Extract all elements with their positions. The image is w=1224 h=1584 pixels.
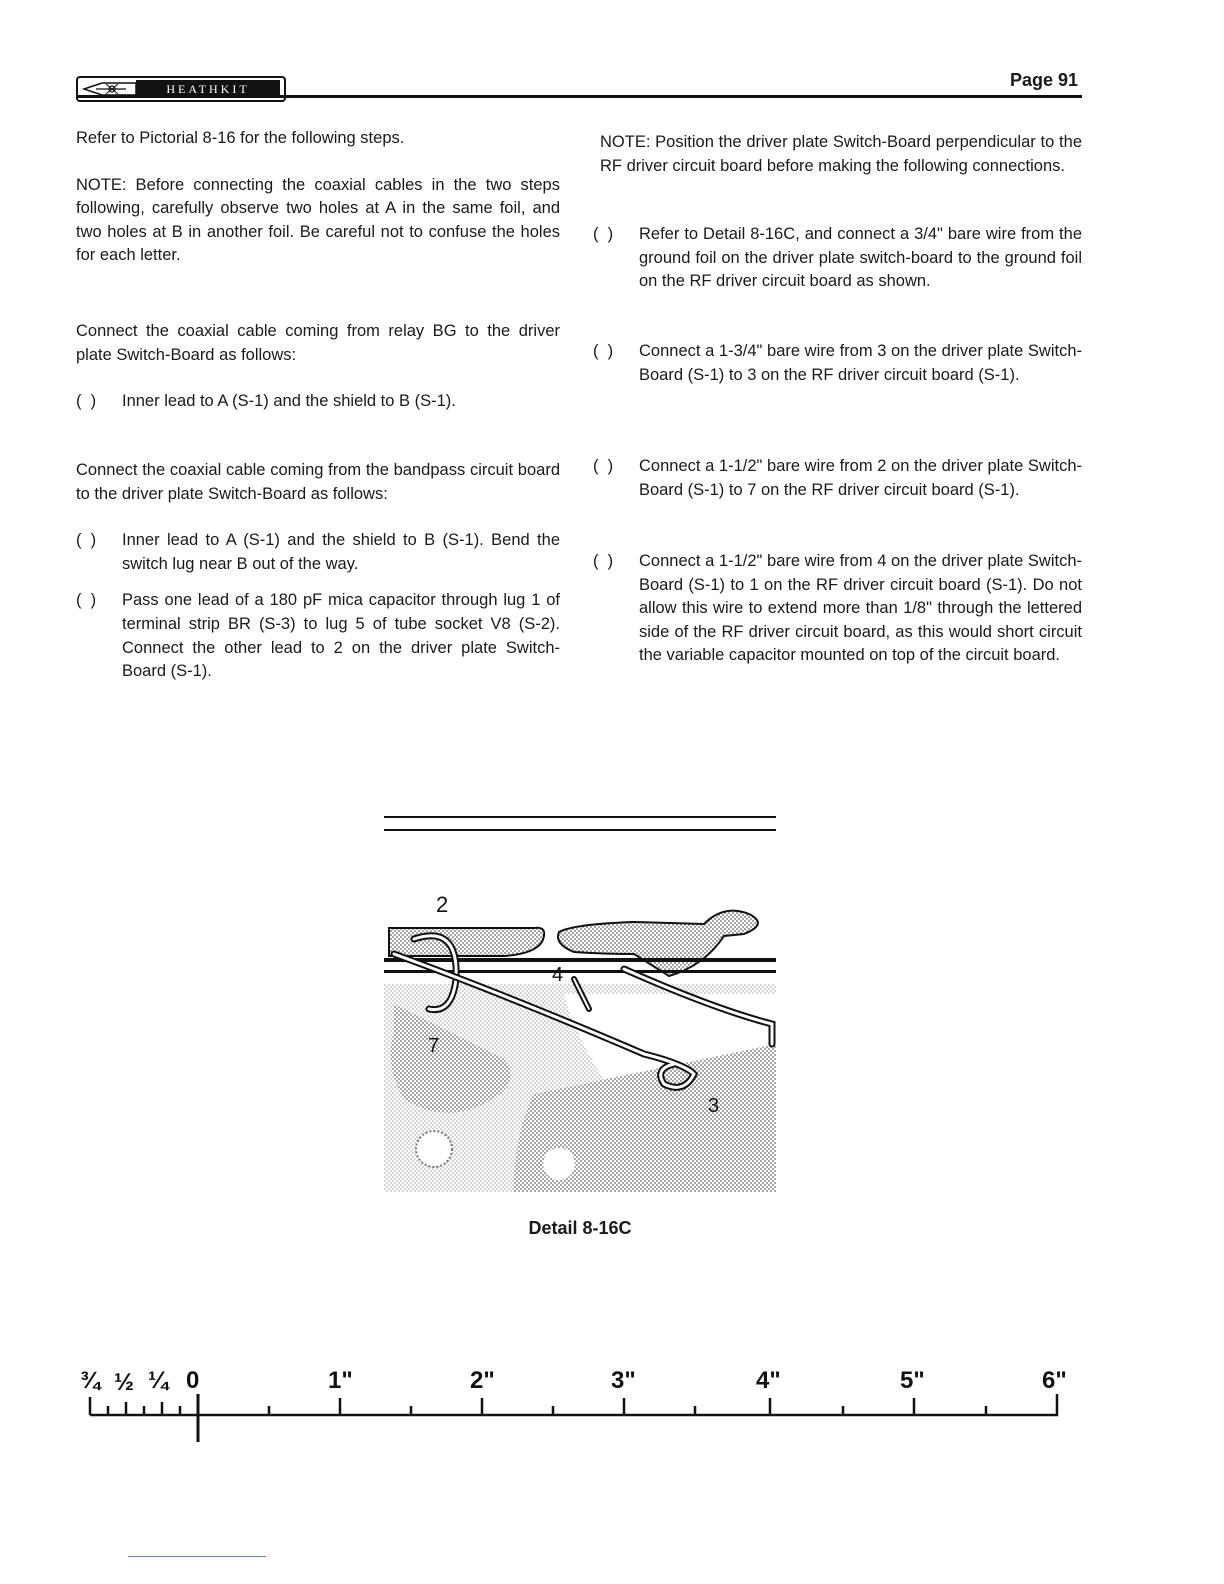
ruler-label-0: 0 xyxy=(186,1367,200,1394)
step-checkbox[interactable]: ( ) xyxy=(593,342,614,360)
ruler-label-half: ½ xyxy=(114,1369,135,1396)
step-item[interactable] xyxy=(593,340,1082,387)
label-3: 3 xyxy=(708,1095,720,1117)
right-step-1 xyxy=(593,223,1082,294)
step-text: Connect a 1-1/2" bare wire from 4 on the driver plate Switch-Board (S-1) to 1 on the RF driver circuit board (S-1). Do not allow this wire to extend more than 1/8" through the lettered side of the RF driver circuit board, as this would short circuit the variable capacitor mounted on top of the circuit board. xyxy=(639,552,1082,665)
step-text: Inner lead to A (S-1) and the shield to B (S-1). xyxy=(122,392,456,411)
ruler-label-3: 3" xyxy=(611,1367,636,1394)
label-4: 4 xyxy=(552,964,564,986)
heathkit-logo xyxy=(76,76,286,102)
detail-caption: Detail 8-16C xyxy=(528,1218,632,1238)
label-7: 7 xyxy=(428,1035,440,1057)
group1 xyxy=(76,320,560,414)
ruler-label-quarter: ¼ xyxy=(148,1367,169,1394)
group2 xyxy=(76,459,560,684)
ruler-label-three-quarter: ¾ xyxy=(80,1367,101,1394)
right-step-3 xyxy=(593,455,1082,502)
mounting-hole xyxy=(543,1148,575,1180)
step-item[interactable] xyxy=(76,529,560,576)
step-text: Inner lead to A (S-1) and the shield to B (S-1). Bend the switch lug near B out of the way. xyxy=(122,531,560,573)
step-text: Refer to Detail 8-16C, and connect a 3/4" bare wire from the ground foil on the driver plate switch-board to the ground foil on the RF driver circuit board as shown. xyxy=(639,225,1082,291)
intro-text: Refer to Pictorial 8-16 for the following steps. xyxy=(76,129,405,147)
step-item[interactable] xyxy=(76,589,560,683)
step-item[interactable] xyxy=(593,550,1082,668)
page-number: Page 91 xyxy=(1009,70,1078,90)
detail-double-rule xyxy=(384,816,776,831)
right-column xyxy=(600,131,1082,178)
right-step-2 xyxy=(593,340,1082,387)
group1-intro: Connect the coaxial cable coming from relay BG to the driver plate Switch-Board as follows: xyxy=(76,322,560,364)
step-item[interactable] xyxy=(76,390,560,414)
group2-intro: Connect the coaxial cable coming from the bandpass circuit board to the driver plate Switch-Board as follows: xyxy=(76,461,560,503)
left-column xyxy=(76,127,560,268)
inch-ruler xyxy=(80,1362,1090,1442)
step-checkbox[interactable]: ( ) xyxy=(593,552,614,570)
mounting-hole xyxy=(416,1131,452,1167)
label-2: 2 xyxy=(436,892,449,917)
step-item[interactable] xyxy=(593,455,1082,502)
note-coax: NOTE: Before connecting the coaxial cables in the two steps following, carefully observe two holes at A in the same foil, and two holes at B in another foil. Be careful not to confuse the holes for each letter. xyxy=(76,175,560,265)
board-edge xyxy=(384,958,776,962)
step-text: Connect a 1-1/2" bare wire from 2 on the driver plate Switch-Board (S-1) to 7 on the RF driver circuit board (S-1). xyxy=(639,457,1082,499)
step-text: Pass one lead of a 180 pF mica capacitor through lug 1 of terminal strip BR (S-3) to lug 5 of tube socket V8 (S-2). Connect the other lead to 2 on the driver plate Switch-Board (S-1). xyxy=(122,591,560,681)
ruler-label-4: 4" xyxy=(756,1367,781,1394)
step-checkbox[interactable]: ( ) xyxy=(76,591,97,610)
step-checkbox[interactable]: ( ) xyxy=(76,531,97,550)
step-checkbox[interactable]: ( ) xyxy=(593,457,614,475)
detail-8-16c-illustration xyxy=(384,884,776,1192)
step-item[interactable] xyxy=(593,223,1082,294)
step-text: Connect a 1-3/4" bare wire from 3 on the driver plate Switch-Board (S-1) to 3 on the RF driver circuit board (S-1). xyxy=(639,342,1082,384)
ruler-label-5: 5" xyxy=(900,1367,925,1394)
ruler-label-1: 1" xyxy=(328,1367,353,1394)
note-perpendicular: NOTE: Position the driver plate Switch-Board perpendicular to the RF driver circuit board before making the following connections. xyxy=(600,133,1082,175)
header-rule xyxy=(76,95,1082,98)
step-checkbox[interactable]: ( ) xyxy=(593,225,614,243)
right-step-4 xyxy=(593,550,1082,668)
logo-wordmark: HEATHKIT xyxy=(136,80,280,98)
step-checkbox[interactable]: ( ) xyxy=(76,392,97,411)
ruler-label-2: 2" xyxy=(470,1367,495,1394)
footer-link-underline xyxy=(128,1556,266,1557)
ruler-label-6: 6" xyxy=(1042,1367,1067,1394)
